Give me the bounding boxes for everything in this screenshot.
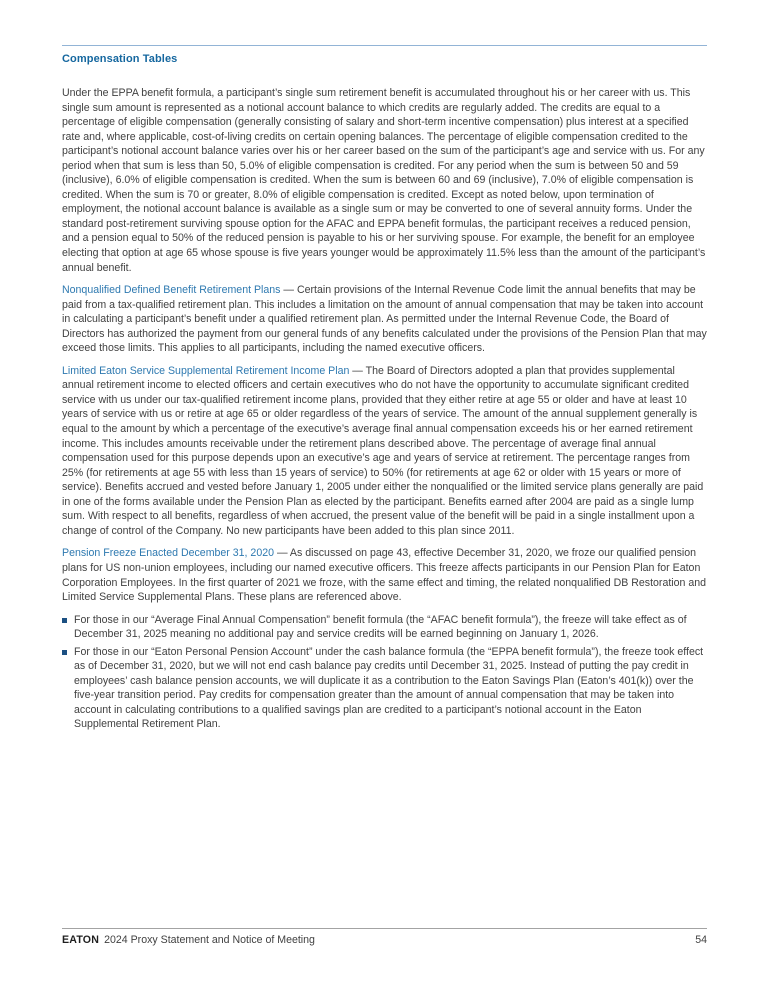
bullet-text-eppa-freeze: For those in our “Eaton Personal Pension Account” under the cash balance formula (the “EPPA benefit formula”), the freeze took effect as of December 31, 2020, but we will not end cash balance pay credits until December 31, 2025. Instead of putting the pay credit in employees’ cash balance pension accounts, we will duplicate it as a contribution to the Eaton Savings Plan (Eaton’s 401(k)) over the five-year transition period. Pay credits for compensation greater than the amount of annual compensation that may be taken into account in calculating contributions to a qualified savings plan are credited to a participant’s notional account in the Eaton Supplemental Retirement Plan. (74, 645, 704, 731)
paragraph-nonqualified-db-plans (62, 283, 707, 356)
paragraph-pension-freeze (62, 546, 707, 604)
list-item (62, 613, 707, 642)
square-bullet-icon (62, 618, 67, 623)
paragraph-lead-pension-freeze: Pension Freeze Enacted December 31, 2020 (62, 547, 275, 560)
paragraph-limited-eaton-service-plan (62, 364, 707, 539)
section-divider-rule (62, 45, 707, 46)
page-footer (62, 928, 707, 946)
bullet-text-afac-freeze: For those in our “Average Final Annual Compensation” benefit formula (the “AFAC benefit formula”), the freeze will take effect as of December 31, 2025 meaning no additional pay and service credits will be earned beginning on January 1, 2026. (74, 613, 687, 641)
paragraph-text: Under the EPPA benefit formula, a participant’s single sum retirement benefit is accumulated throughout his or her career with us. This single sum amount is represented as a notional account balance to which credits are regularly added. The credits are equal to a percentage of eligible compensation (generally consisting of salary and short-term incentive compensation) plus interest at a specified rate and, where applicable, cost-of-living credits on certain opening balances. The percentage of eligible compensation credited to the participant’s notional account balance varies over his or her career based on the sum of the participant’s age and service with us. For any period when that sum is less than 50, 5.0% of eligible compensation is credited. For any period when the sum is between 50 and 59 (inclusive), 6.0% of eligible compensation is credited. When the sum is between 60 and 69 (inclusive), 7.0% of eligible compensation is credited. When the sum is 70 or greater, 8.0% of eligible compensation is credited. Except as noted below, upon termination of employment, the notional account balance is available as a single sum or may be converted to one of several annuity forms. Under the standard post-retirement surviving spouse option for the AFAC and EPPA benefit formulas, the participant receives a reduced pension, and a pension equal to 50% of the reduced pension is payable to his or her surviving spouse. For example, the benefit for an employee electing that option at age 65 whose spouse is five years younger would be approximately 11.5% less than the amount of the participant’s annual benefit. (62, 87, 706, 274)
paragraph-text: — As discussed on page 43, effective December 31, 2020, we froze our qualified pension plans for US non-union employees, including our named executive officers. This freeze affects participants in our Pension Plan for Eaton Corporation Employees. In the first quarter of 2021 we froze, with the same effect and timing, the related nonqualified DB Restoration and Limited Service Supplemental Plans. These plans are referenced above. (62, 547, 707, 604)
square-bullet-icon (62, 650, 67, 655)
list-item (62, 645, 707, 732)
paragraph-lead-nonqualified-db-plans: Nonqualified Defined Benefit Retirement Plans (62, 284, 281, 297)
footer-document-title: 2024 Proxy Statement and Notice of Meeting (104, 934, 315, 946)
paragraph-text: — Certain provisions of the Internal Revenue Code limit the annual benefits that may be paid from a tax-qualified retirement plan. This includes a limitation on the amount of annual compensation that may be taken into account in calculating a participant’s benefit under a qualified retirement plan. As permitted under the Internal Revenue Code, the Board of Directors has authorized the payment from our general funds of any benefits calculated under the provisions of the Pension Plan that may exceed those limits. This applies to all participants, including the named executive officers. (62, 284, 707, 355)
bullet-list (62, 613, 707, 732)
footer-left (62, 934, 315, 946)
section-label: Compensation Tables (62, 53, 178, 65)
paragraph-lead-limited-eaton-service-plan: Limited Eaton Service Supplemental Retirement Income Plan (62, 364, 350, 377)
footer-page-number: 54 (695, 934, 707, 946)
paragraph-eppa-formula (62, 86, 707, 275)
footer-brand-wordmark: EATON (62, 934, 100, 946)
body-copy (62, 86, 707, 732)
paragraph-text: — The Board of Directors adopted a plan that provides supplemental annual retirement income to elected officers and certain executives who do not have the opportunity to accumulate significant credited service with us under our tax-qualified retirement income plans, provided that they either retire at age 55 or older and have at least 10 years of service with us or retire at age 65 or older regardless of the years of service. The amount of the annual supplement generally is equal to the amount by which a percentage of the executive’s average final annual compensation exceeds his or her earned retirement income. This includes amounts receivable under the retirement plans described above. The percentage of average final annual compensation used for this purpose depends upon an executive’s age and years of service at retirement. The percentage ranges from 25% (for retirements at age 55 with less than 15 years of service) to 50% (for retirements at age 62 or older with 15 years or more of service). Benefits accrued and vested before January 1, 2005 under either the nonqualified or the limited service plans generally are paid in one of the forms available under the Pension Plan as elected by the participant. Benefits earned after 2004 are paid as a single lump sum. With respect to all benefits, regardless of when accrued, the present value of the benefit will be paid in a single installment upon a change of control of the Company. No new participants have been added to this plan since 2011. (62, 364, 704, 537)
page-content (62, 45, 707, 735)
